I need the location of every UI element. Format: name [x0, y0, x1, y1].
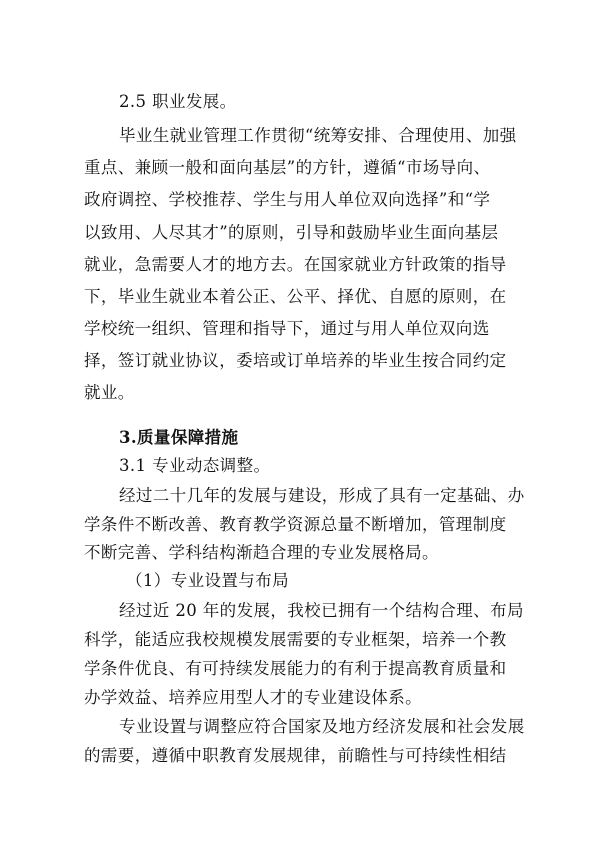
section-heading-2-5: 2.5 职业发展。 [119, 92, 237, 111]
paragraph-line: 以致用、人尽其才”的原则，引导和鼓励毕业生面向基层 [84, 223, 499, 242]
paragraph-line: 毕业生就业管理工作贯彻“统筹安排、合理使用、加强 [119, 126, 517, 145]
paragraph-line: 政府调控、学校推荐、学生与用人单位双向选择”和“学 [84, 190, 491, 209]
section-heading-3-1: 3.1 专业动态调整。 [119, 456, 271, 475]
paragraph-line: 就业。 [84, 383, 135, 402]
paragraph-line: 学条件不断改善、教育教学资源总量不断增加，管理制度 [84, 515, 507, 534]
paragraph-line: 择，签订就业协议，委培或订单培养的毕业生按合同约定 [84, 351, 507, 370]
paragraph-line: 学条件优良、有可持续发展能力的有利于提高教育质量和 [84, 659, 507, 678]
paragraph-line: 经过近 20 年的发展，我校已拥有一个结构合理、布局 [119, 601, 524, 620]
paragraph-line: 下，毕业生就业本着公正、公平、择优、自愿的原则，在 [84, 287, 507, 306]
paragraph-line: 专业设置与调整应符合国家及地方经济发展和社会发展 [119, 717, 525, 736]
paragraph-line: 重点、兼顾一般和面向基层”的方针，遵循“市场导向、 [84, 158, 491, 177]
paragraph-line: 经过二十几年的发展与建设，形成了具有一定基础、办 [119, 486, 525, 505]
paragraph-line: 学校统一组织、管理和指导下，通过与用人单位双向选 [84, 319, 490, 338]
paragraph-line: 就业，急需要人才的地方去。在国家就业方针政策的指导 [84, 255, 507, 274]
paragraph-line: 办学效益、培养应用型人才的专业建设体系。 [84, 688, 422, 707]
subsection-heading: （1）专业设置与布局 [126, 571, 289, 590]
section-heading-3: 3.质量保障措施 [119, 428, 239, 447]
paragraph-line: 不断完善、学科结构渐趋合理的专业发展格局。 [84, 543, 439, 562]
paragraph-line: 科学，能适应我校规模发展需要的专业框架，培养一个教 [84, 630, 507, 649]
paragraph-line: 的需要，遵循中职教育发展规律，前瞻性与可持续性相结 [84, 746, 507, 765]
